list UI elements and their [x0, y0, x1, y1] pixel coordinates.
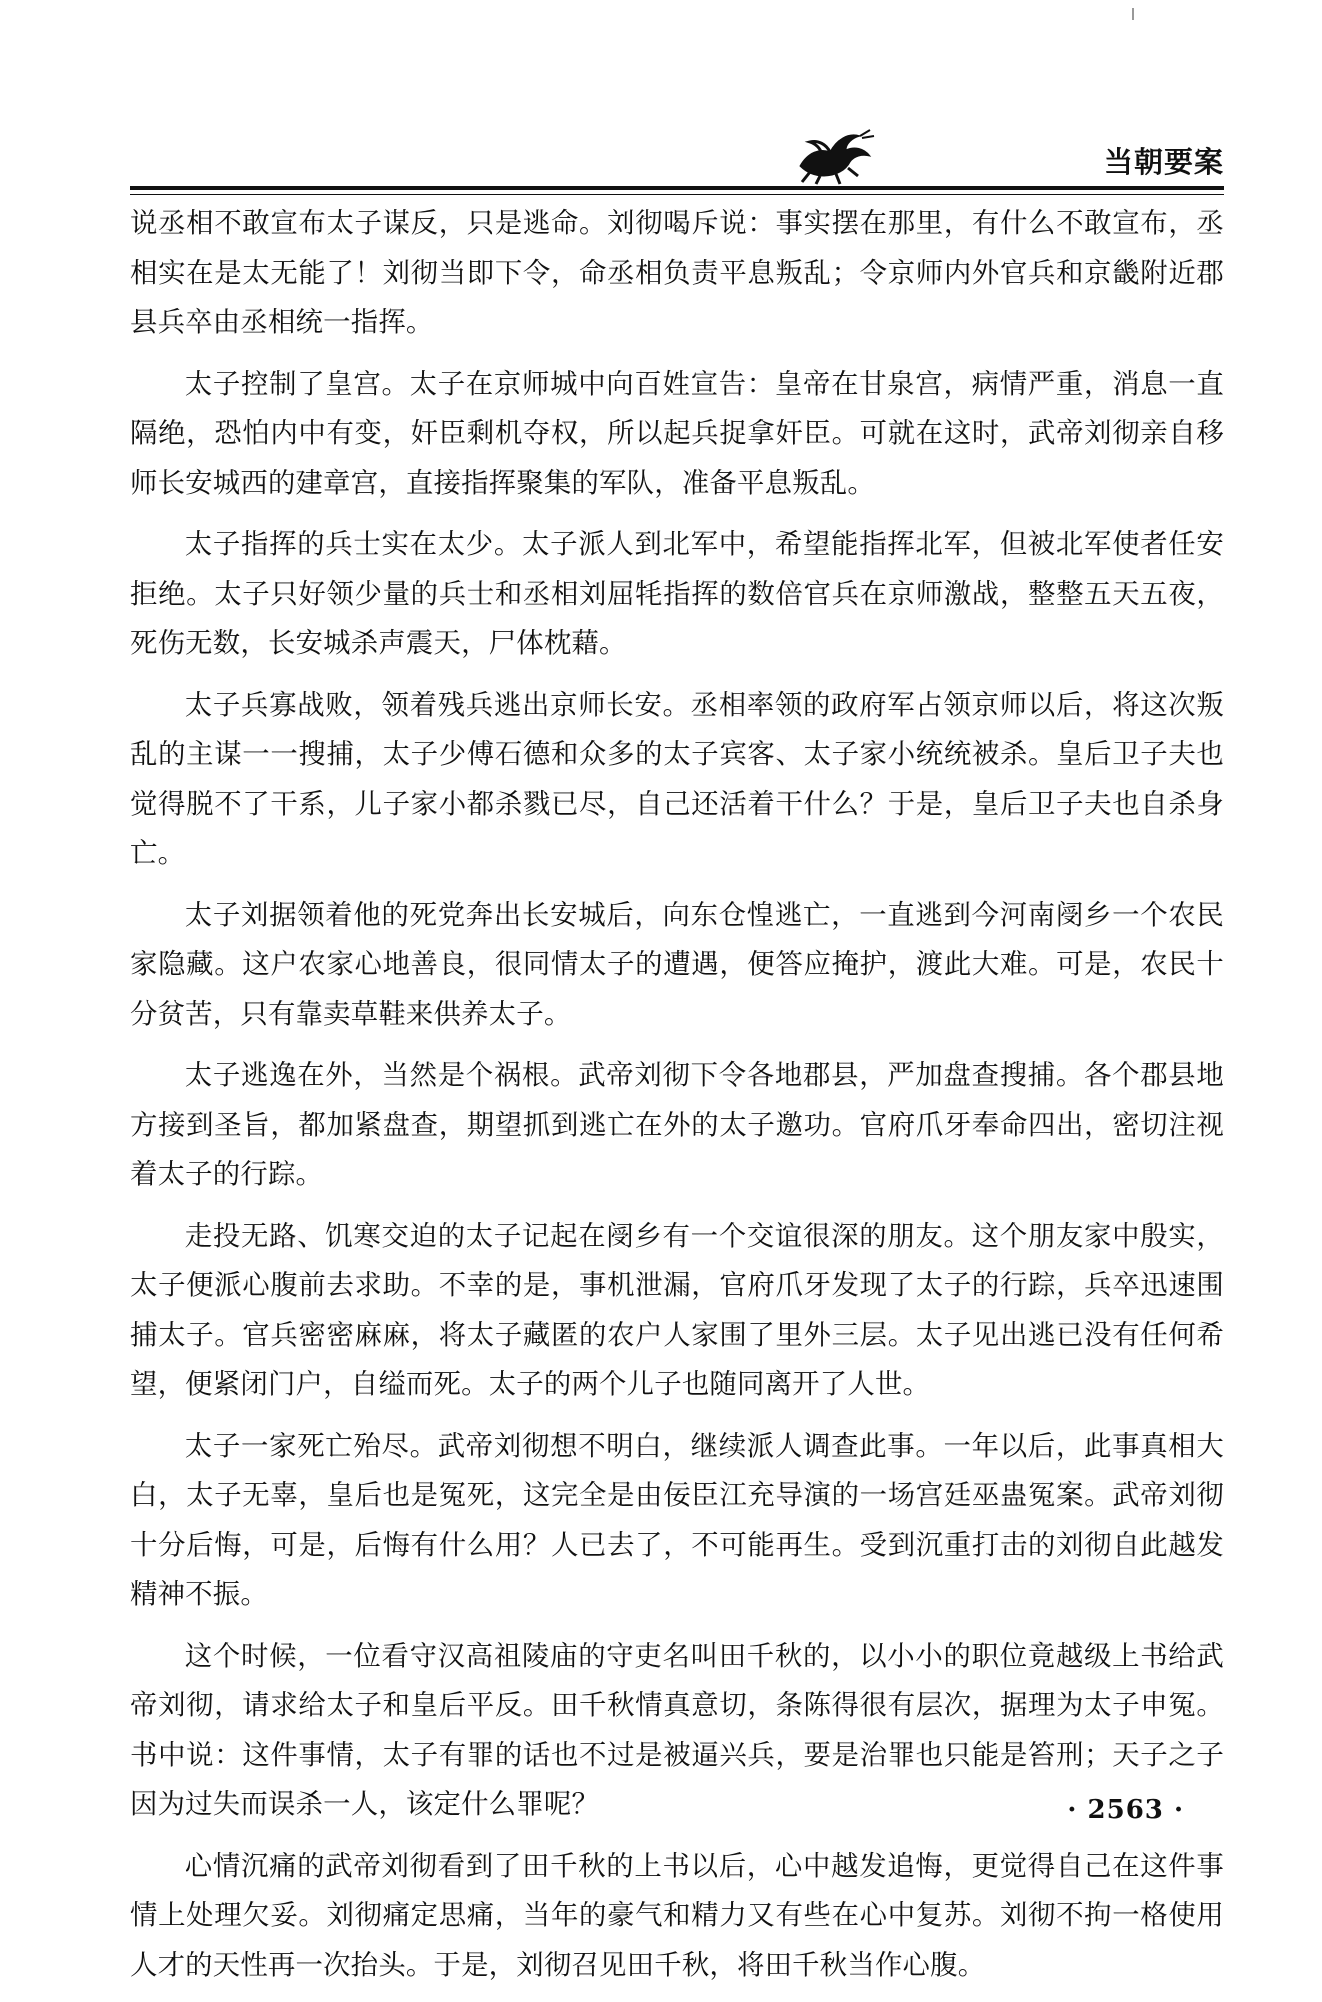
paragraph: 太子指挥的兵士实在太少。太子派人到北军中，希望能指挥北军，但被北军使者任安拒绝。太子只好领少量的兵士和丞相刘屈牦指挥的数倍官兵在京师激战，整整五天五夜，死伤无数，长安城杀声震天，尸体枕藉。 [130, 529, 1224, 659]
section-title: 当朝要案 [1103, 145, 1224, 179]
page-number: · 2563 · [1067, 1795, 1184, 1825]
paragraph: 心情沉痛的武帝刘彻看到了田千秋的上书以后，心中越发追悔，更觉得自己在这件事情上处理欠妥。刘彻痛定思痛，当年的豪气和精力又有些在心中复苏。刘彻不拘一格使用人才的天性再一次抬头。于是，刘彻召见田千秋，将田千秋当作心腹。 [130, 1850, 1224, 1981]
paragraph: 说丞相不敢宣布太子谋反，只是逃命。刘彻喝斥说：事实摆在那里，有什么不敢宣布，丞相实在是太无能了！刘彻当即下令，命丞相负责平息叛乱；令京师内外官兵和京畿附近郡县兵卒由丞相统一指挥。 [130, 208, 1224, 338]
scan-artifact [1132, 8, 1134, 20]
paragraph: 这个时候，一位看守汉高祖陵庙的守吏名叫田千秋的，以小小的职位竟越级上书给武帝刘彻，请求给太子和皇后平反。田千秋情真意切，条陈得很有层次，据理为太子申冤。书中说：这件事情，太子有罪的话也不过是被逼兴兵，要是治罪也只能是笞刑；天子之子因为过失而误杀一人，该定什么罪呢？ [130, 1640, 1224, 1820]
dragon-emblem-icon [790, 122, 880, 186]
paragraph: 太子逃逸在外，当然是个祸根。武帝刘彻下令各地郡县，严加盘查搜捕。各个郡县地方接到圣旨，都加紧盘查，期望抓到逃亡在外的太子邀功。官府爪牙奉命四出，密切注视着太子的行踪。 [130, 1060, 1224, 1190]
body-text [130, 199, 1224, 2002]
paragraph: 太子刘据领着他的死党奔出长安城后，向东仓惶逃亡，一直逃到今河南阌乡一个农民家隐藏。这户农家心地善良，很同情太子的遭遇，便答应掩护，渡此大难。可是，农民十分贫苦，只有靠卖草鞋来供养太子。 [130, 899, 1224, 1030]
running-header [130, 118, 1224, 190]
paragraph: 太子控制了皇宫。太子在京师城中向百姓宣告：皇帝在甘泉宫，病情严重，消息一直隔绝，恐怕内中有变，奸臣剩机夺权，所以起兵捉拿奸臣。可就在这时，武帝刘彻亲自移师长安城西的建章宫，直接指挥聚集的军队，准备平息叛乱。 [130, 368, 1224, 499]
paragraph: 太子一家死亡殆尽。武帝刘彻想不明白，继续派人调查此事。一年以后，此事真相大白，太子无辜，皇后也是冤死，这完全是由佞臣江充导演的一场宫廷巫蛊冤案。武帝刘彻十分后悔，可是，后悔有什么用？人已去了，不可能再生。受到沉重打击的刘彻自此越发精神不振。 [130, 1430, 1224, 1610]
paragraph: 太子兵寡战败，领着残兵逃出京师长安。丞相率领的政府军占领京师以后，将这次叛乱的主谋一一搜捕，太子少傅石德和众多的太子宾客、太子家小统统被杀。皇后卫子夫也觉得脱不了干系，儿子家小都杀戮已尽，自己还活着干什么？于是，皇后卫子夫也自杀身亡。 [130, 689, 1224, 869]
header-rule-thin [130, 194, 1224, 195]
paragraph: 走投无路、饥寒交迫的太子记起在阌乡有一个交谊很深的朋友。这个朋友家中殷实，太子便派心腹前去求助。不幸的是，事机泄漏，官府爪牙发现了太子的行踪，兵卒迅速围捕太子。官兵密密麻麻，将太子藏匿的农户人家围了里外三层。太子见出逃已没有任何希望，便紧闭门户，自缢而死。太子的两个儿子也随同离开了人世。 [130, 1220, 1224, 1400]
header-rule [130, 186, 1224, 190]
